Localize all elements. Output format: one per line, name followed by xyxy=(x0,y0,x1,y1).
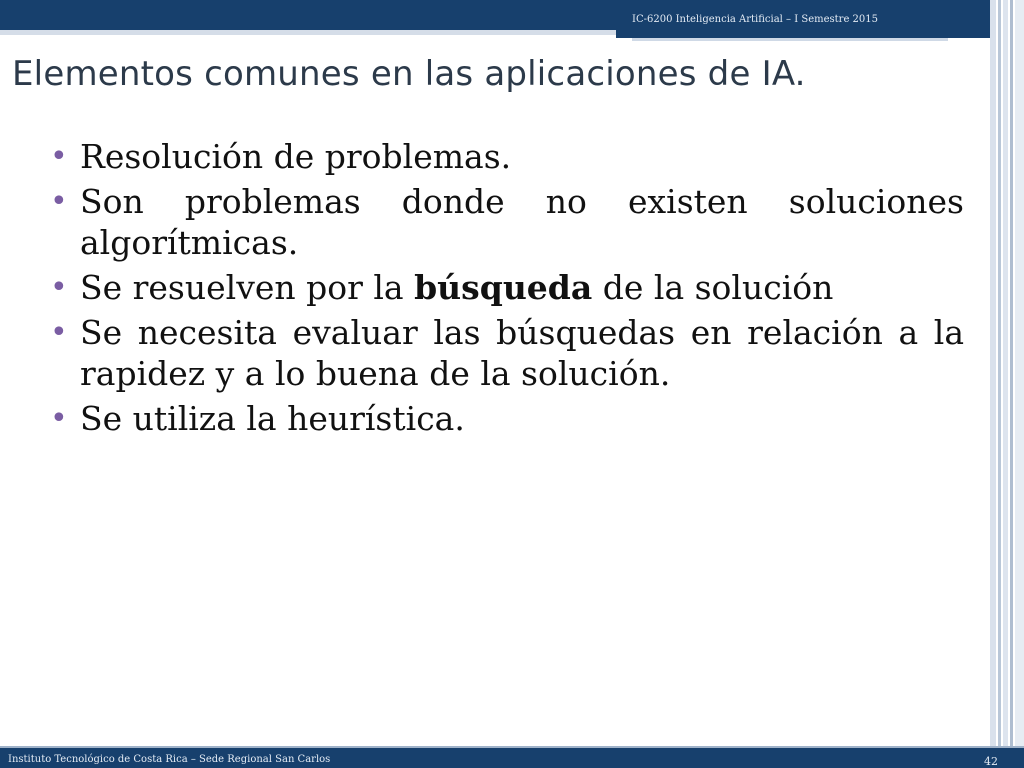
bullet-icon: • xyxy=(50,184,68,219)
header-underline xyxy=(632,38,948,41)
bullet-text-before: Se resuelven por la xyxy=(80,268,415,307)
bullet-icon: • xyxy=(50,401,68,436)
footer-institution: Instituto Tecnológico de Costa Rica – Sede Regional San Carlos xyxy=(8,754,331,765)
header-accent-strip xyxy=(0,30,616,35)
page-number: 42 xyxy=(984,755,998,768)
bullet-text: Se necesita evaluar las búsquedas en relación a la rapidez y a lo buena de la solución. xyxy=(80,313,964,393)
bullet-icon: • xyxy=(50,139,68,174)
list-item xyxy=(50,181,964,263)
bullet-icon: • xyxy=(50,270,68,305)
list-item xyxy=(50,398,964,439)
list-item xyxy=(50,136,964,177)
bullet-text: Son problemas donde no existen soluciones algorítmicas. xyxy=(80,182,964,262)
slide-title: Elementos comunes en las aplicaciones de IA. xyxy=(12,54,806,94)
course-header: IC-6200 Inteligencia Artificial – I Semestre 2015 xyxy=(632,14,879,25)
right-edge-stripes xyxy=(990,0,1024,768)
bullet-text: Resolución de problemas. xyxy=(80,137,512,176)
bullet-text: Se utiliza la heurística. xyxy=(80,399,465,438)
list-item xyxy=(50,312,964,394)
bullet-icon: • xyxy=(50,315,68,350)
bullet-text-bold: búsqueda xyxy=(414,268,593,307)
bullet-list xyxy=(50,136,964,443)
bullet-text xyxy=(80,268,833,307)
bullet-text-after: de la solución xyxy=(592,268,834,307)
list-item xyxy=(50,267,964,308)
header-notch xyxy=(616,30,990,38)
